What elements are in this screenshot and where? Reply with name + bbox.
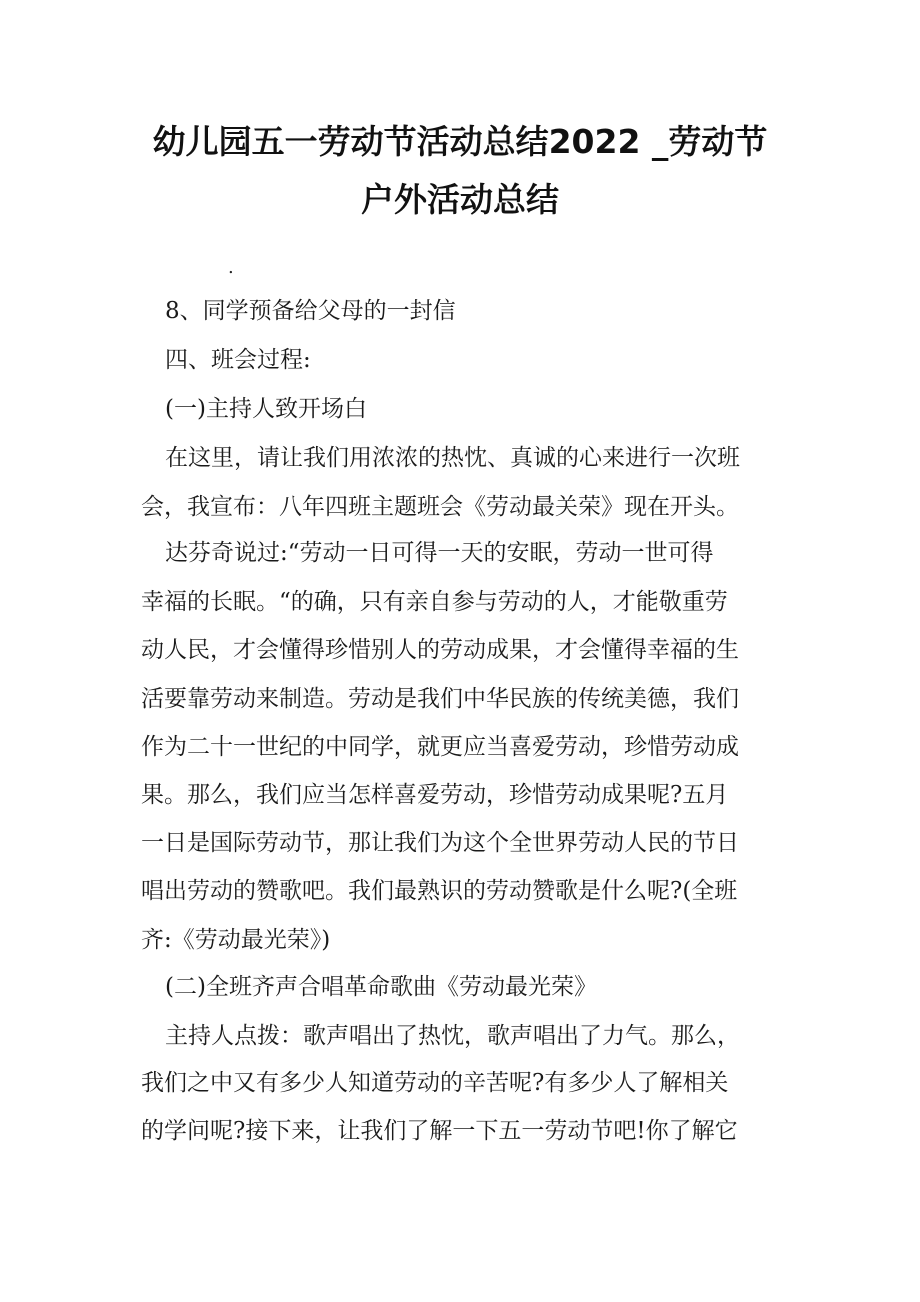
text-line: 主持人点拨：歌声唱出了热忱，歌声唱出了力气。那么， bbox=[165, 1023, 740, 1049]
text-line: 作为二十一世纪的中同学，就更应当喜爱劳动，珍惜劳动成 bbox=[141, 734, 739, 760]
text-line: 幸福的长眠。“的确，只有亲自参与劳动的人，才能敬重劳 bbox=[141, 589, 728, 615]
text-line: 一日是国际劳动节，那让我们为这个全世界劳动人民的节日 bbox=[141, 830, 739, 856]
text-line: 四、班会过程: bbox=[165, 347, 311, 373]
page-marker: . bbox=[228, 257, 234, 278]
document-title-line-2: 户外活动总结 bbox=[361, 180, 559, 219]
text-line: 的学问呢?接下来，让我们了解一下五一劳动节吧!你了解它 bbox=[141, 1118, 738, 1144]
text-line: 我们之中又有多少人知道劳动的辛苦呢?有多少人了解相关 bbox=[141, 1070, 729, 1096]
text-line: 齐:《劳动最光荣》) bbox=[141, 927, 331, 953]
text-line: (二)全班齐声合唱革命歌曲《劳动最光荣》 bbox=[165, 974, 597, 1000]
text-line: 达芬奇说过:“劳动一日可得一天的安眠，劳动一世可得 bbox=[165, 540, 714, 566]
text-line: 会，我宣布：八年四班主题班会《劳动最关荣》现在开头。 bbox=[141, 494, 739, 520]
document-title-line-1: 幼儿园五一劳动节活动总结2022 _劳动节 bbox=[152, 122, 768, 161]
text-line: (一)主持人致开场白 bbox=[165, 396, 367, 422]
text-line: 8、同学预备给父母的一封信 bbox=[165, 298, 456, 324]
text-line: 活要靠劳动来制造。劳动是我们中华民族的传统美德，我们 bbox=[141, 686, 739, 712]
text-line: 在这里，请让我们用浓浓的热忱、真诚的心来进行一次班 bbox=[165, 445, 740, 471]
text-line: 动人民，才会懂得珍惜别人的劳动成果，才会懂得幸福的生 bbox=[141, 637, 739, 663]
text-line: 果。那么，我们应当怎样喜爱劳动，珍惜劳动成果呢?五月 bbox=[141, 782, 729, 808]
text-line: 唱出劳动的赞歌吧。我们最熟识的劳动赞歌是什么呢?(全班 bbox=[141, 878, 738, 904]
